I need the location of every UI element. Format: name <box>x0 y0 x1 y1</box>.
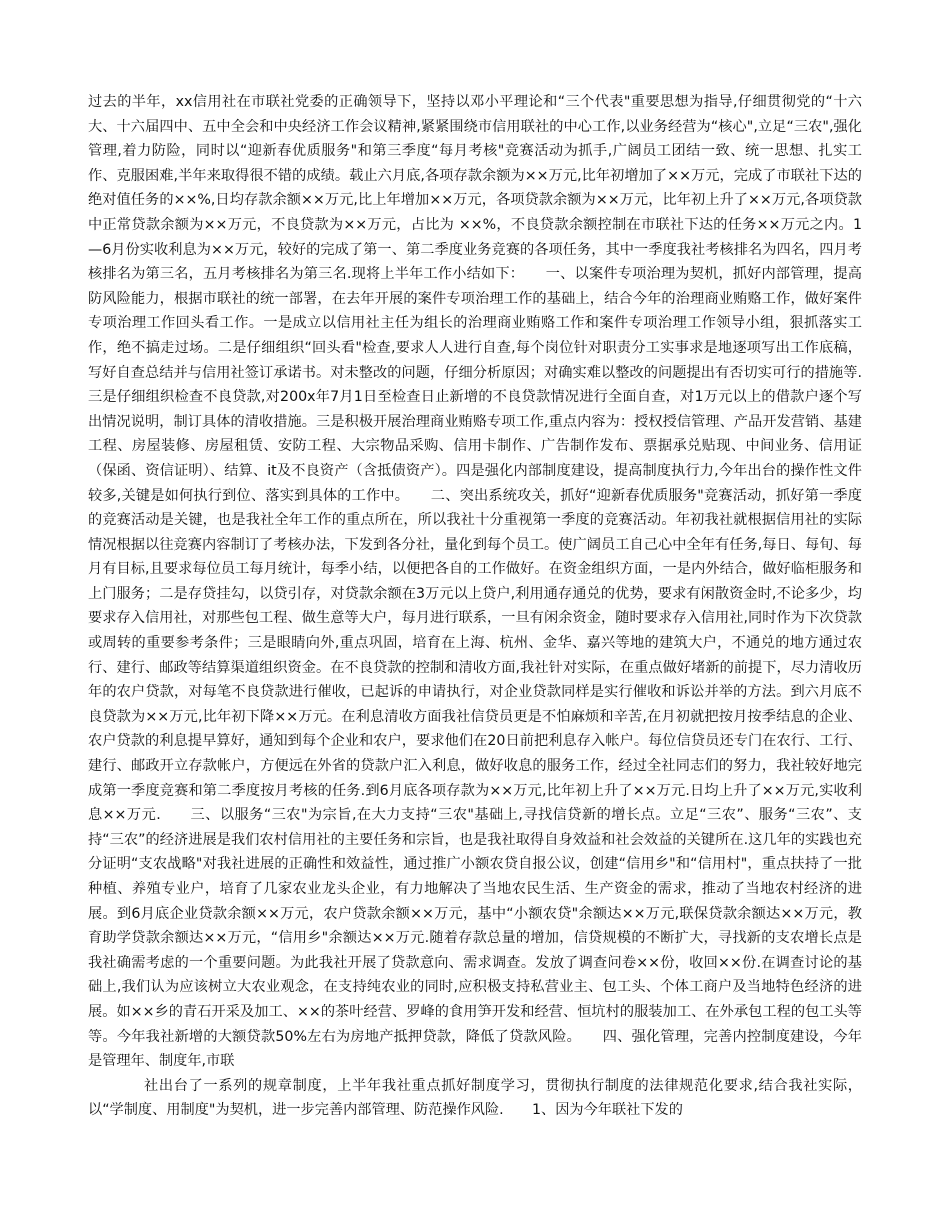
body-paragraph: 社出台了一系列的规章制度，上半年我社重点抓好制度学习，贯彻执行制度的法律规范化要求,结合我社实际，以“学制度、用制度"为契机，进一步完善内部管理、防范操作风险. 1、因为今年联社下发的 <box>88 1077 862 1119</box>
body-paragraph: 过去的半年，xx信用社在市联社党委的正确领导下，坚持以邓小平理论和“三个代表"重要思想为指导,仔细贯彻党的“十六大、十六届四中、五中全会和中央经济工作会议精神,紧紧围绕市信用联社的中心工作,以业务经营为“核心",立足“三农",强化管理,着力防险，同时以“迎新春优质服务"和第三季度“每月考核"竞赛活动为抓手,广阔员工团结一致、统一思想、扎实工作、克服困难,半年来取得很不错的成绩。载止六月底,各项存款余额为××万元,比年初增加了××万元，完成了市联社下达的绝对值任务的××%,日均存款余额××万元,比上年增加××万元，各项贷款余额为××万元，比年初上升了××万元,各项贷款中正常贷款余额为××万元，不良贷款为××万元，占比为 ××%，不良贷款余额控制在市联社下达的任务××万元之内。1—6月份实收利息为××万元，较好的完成了第一、第二季度业务竞赛的各项任务，其中一季度我社考核排名为四名，四月考核排名为第三名，五月考核排名为第三名.现将上半年工作小结如下： 一、以案件专项治理为契机，抓好内部管理，提高防风险能力，根据市联社的统一部署，在去年开展的案件专项治理工作的基础上，结合今年的治理商业贿赂工作，做好案件专项治理工作回头看工作。一是成立以信用社主任为组长的治理商业贿赂工作和案件专项治理工作领导小组，狠抓落实工作，绝不搞走过场。二是仔细组织“回头看"检查,要求人人进行自查,每个岗位针对职责分工实事求是地逐项写出工作底稿，写好自查总结并与信用社签订承诺书。对未整改的问题，仔细分析原因；对确实难以整改的问题提出有否切实可行的措施等.三是仔细组织检查不良贷款,对200x年7月1日至检查日止新增的不良贷款情况进行全面自查，对1万元以上的借款户逐个写出情况说明，制订具体的清收措施。三是积极开展治理商业贿赂专项工作,重点内容为：授权授信管理、产品开发营销、基建工程、房屋装修、房屋租赁、安防工程、大宗物品采购、信用卡制作、广告制作发布、票据承兑贴现、中间业务、信用证（保函、资信证明）、结算、it及不良资产（含抵债资产）。四是强化内部制度建设，提高制度执行力,今年出台的操作性文件较多,关键是如何执行到位、落实到具体的工作中。 二、突出系统攻关，抓好“迎新春优质服务"竞赛活动，抓好第一季度的竞赛活动是关键，也是我社全年工作的重点所在，所以我社十分重视第一季度的竞赛活动。年初我社就根据信用社的实际情况根据以往竞赛内容制订了考核办法，下发到各分社，量化到每个员工。使广阔员工自己心中全年有任务,每日、每旬、每月有目标,且要求每位员工每月统计，每季小结，以便把各自的工作做好。在资金组织方面，一是内外结合，做好临柜服务和上门服务；二是存贷挂勾，以贷引存，对贷款余额在3万元以上贷户,利用通存通兑的优势，要求有闲散资金时,不论多少，均要求存入信用社，对那些包工程、做生意等大户，每月进行联系，一旦有闲余资金，随时要求存入信用社,同时作为下次贷款或周转的重要参考条件；三是眼睛向外,重点巩固，培育在上海、杭州、金华、嘉兴等地的建筑大户，不通兑的地方通过农行、建行、邮政等结算渠道组织资金。在不良贷款的控制和清收方面,我社针对实际，在重点做好堵新的前提下，尽力清收历年的农户贷款，对每笔不良贷款进行催收，已起诉的申请执行，对企业贷款同样是实行催收和诉讼并举的方法。到六月底不良贷款为××万元,比年初下降××万元。在利息清收方面我社信贷员更是不怕麻烦和辛苦,在月初就把按月按季结息的企业、农户贷款的利息提早算好，通知到每个企业和农户，要求他们在20日前把利息存入帐户。每位信贷员还专门在农行、工行、建行、邮政开立存款帐户，方便远在外省的贷款户汇入利息，做好收息的服务工作，经过全社同志们的努力，我社较好地完成第一季度竞赛和第二季度按月考核的任务.到6月底各项存款为××万元,比年初上升了××万元.日均上升了××万元,实收利息××万元. 三、以服务“三农"为宗旨,在大力支持“三农"基础上,寻找信贷新的增长点。立足“三农”、服务“三农”、支持“三农”的经济进展是我们农村信用社的主要任务和宗旨，也是我社取得自身效益和社会效益的关键所在.这几年的实践也充分证明“支农战略"对我社进展的正确性和效益性，通过推广小额农贷自报公议，创建“信用乡"和“信用村"，重点扶持了一批种植、养殖专业户，培育了几家农业龙头企业，有力地解决了当地农民生活、生产资金的需求，推动了当地农村经济的进展。到6月底企业贷款余额××万元，农户贷款余额××万元，基中“小额农贷"余额达××万元,联保贷款余额达××万元，教育助学贷款余额达××万元，“信用乡"余额达××万元.随着存款总量的增加，信贷规模的不断扩大，寻找新的支农增长点是我社确需考虑的一个重要问题。为此我社开展了贷款意向、需求调查。发放了调查问卷××份，收回××份.在调查讨论的基础上,我们认为应该树立大农业观念，在支持纯农业的同时,应积极支持私营业主、包工头、个体工商户及当地特色经济的进展。如××乡的青石开采及加工、××的茶叶经营、罗峰的食用笋开发和经营、恒坑村的服装加工、在外承包工程的包工头等等。今年我社新增的大额贷款50%左右为房地产抵押贷款，降低了贷款风险。 四、强化管理，完善内控制度建设，今年是管理年、制度年,市联 <box>88 94 862 1070</box>
document-body <box>88 90 862 1123</box>
